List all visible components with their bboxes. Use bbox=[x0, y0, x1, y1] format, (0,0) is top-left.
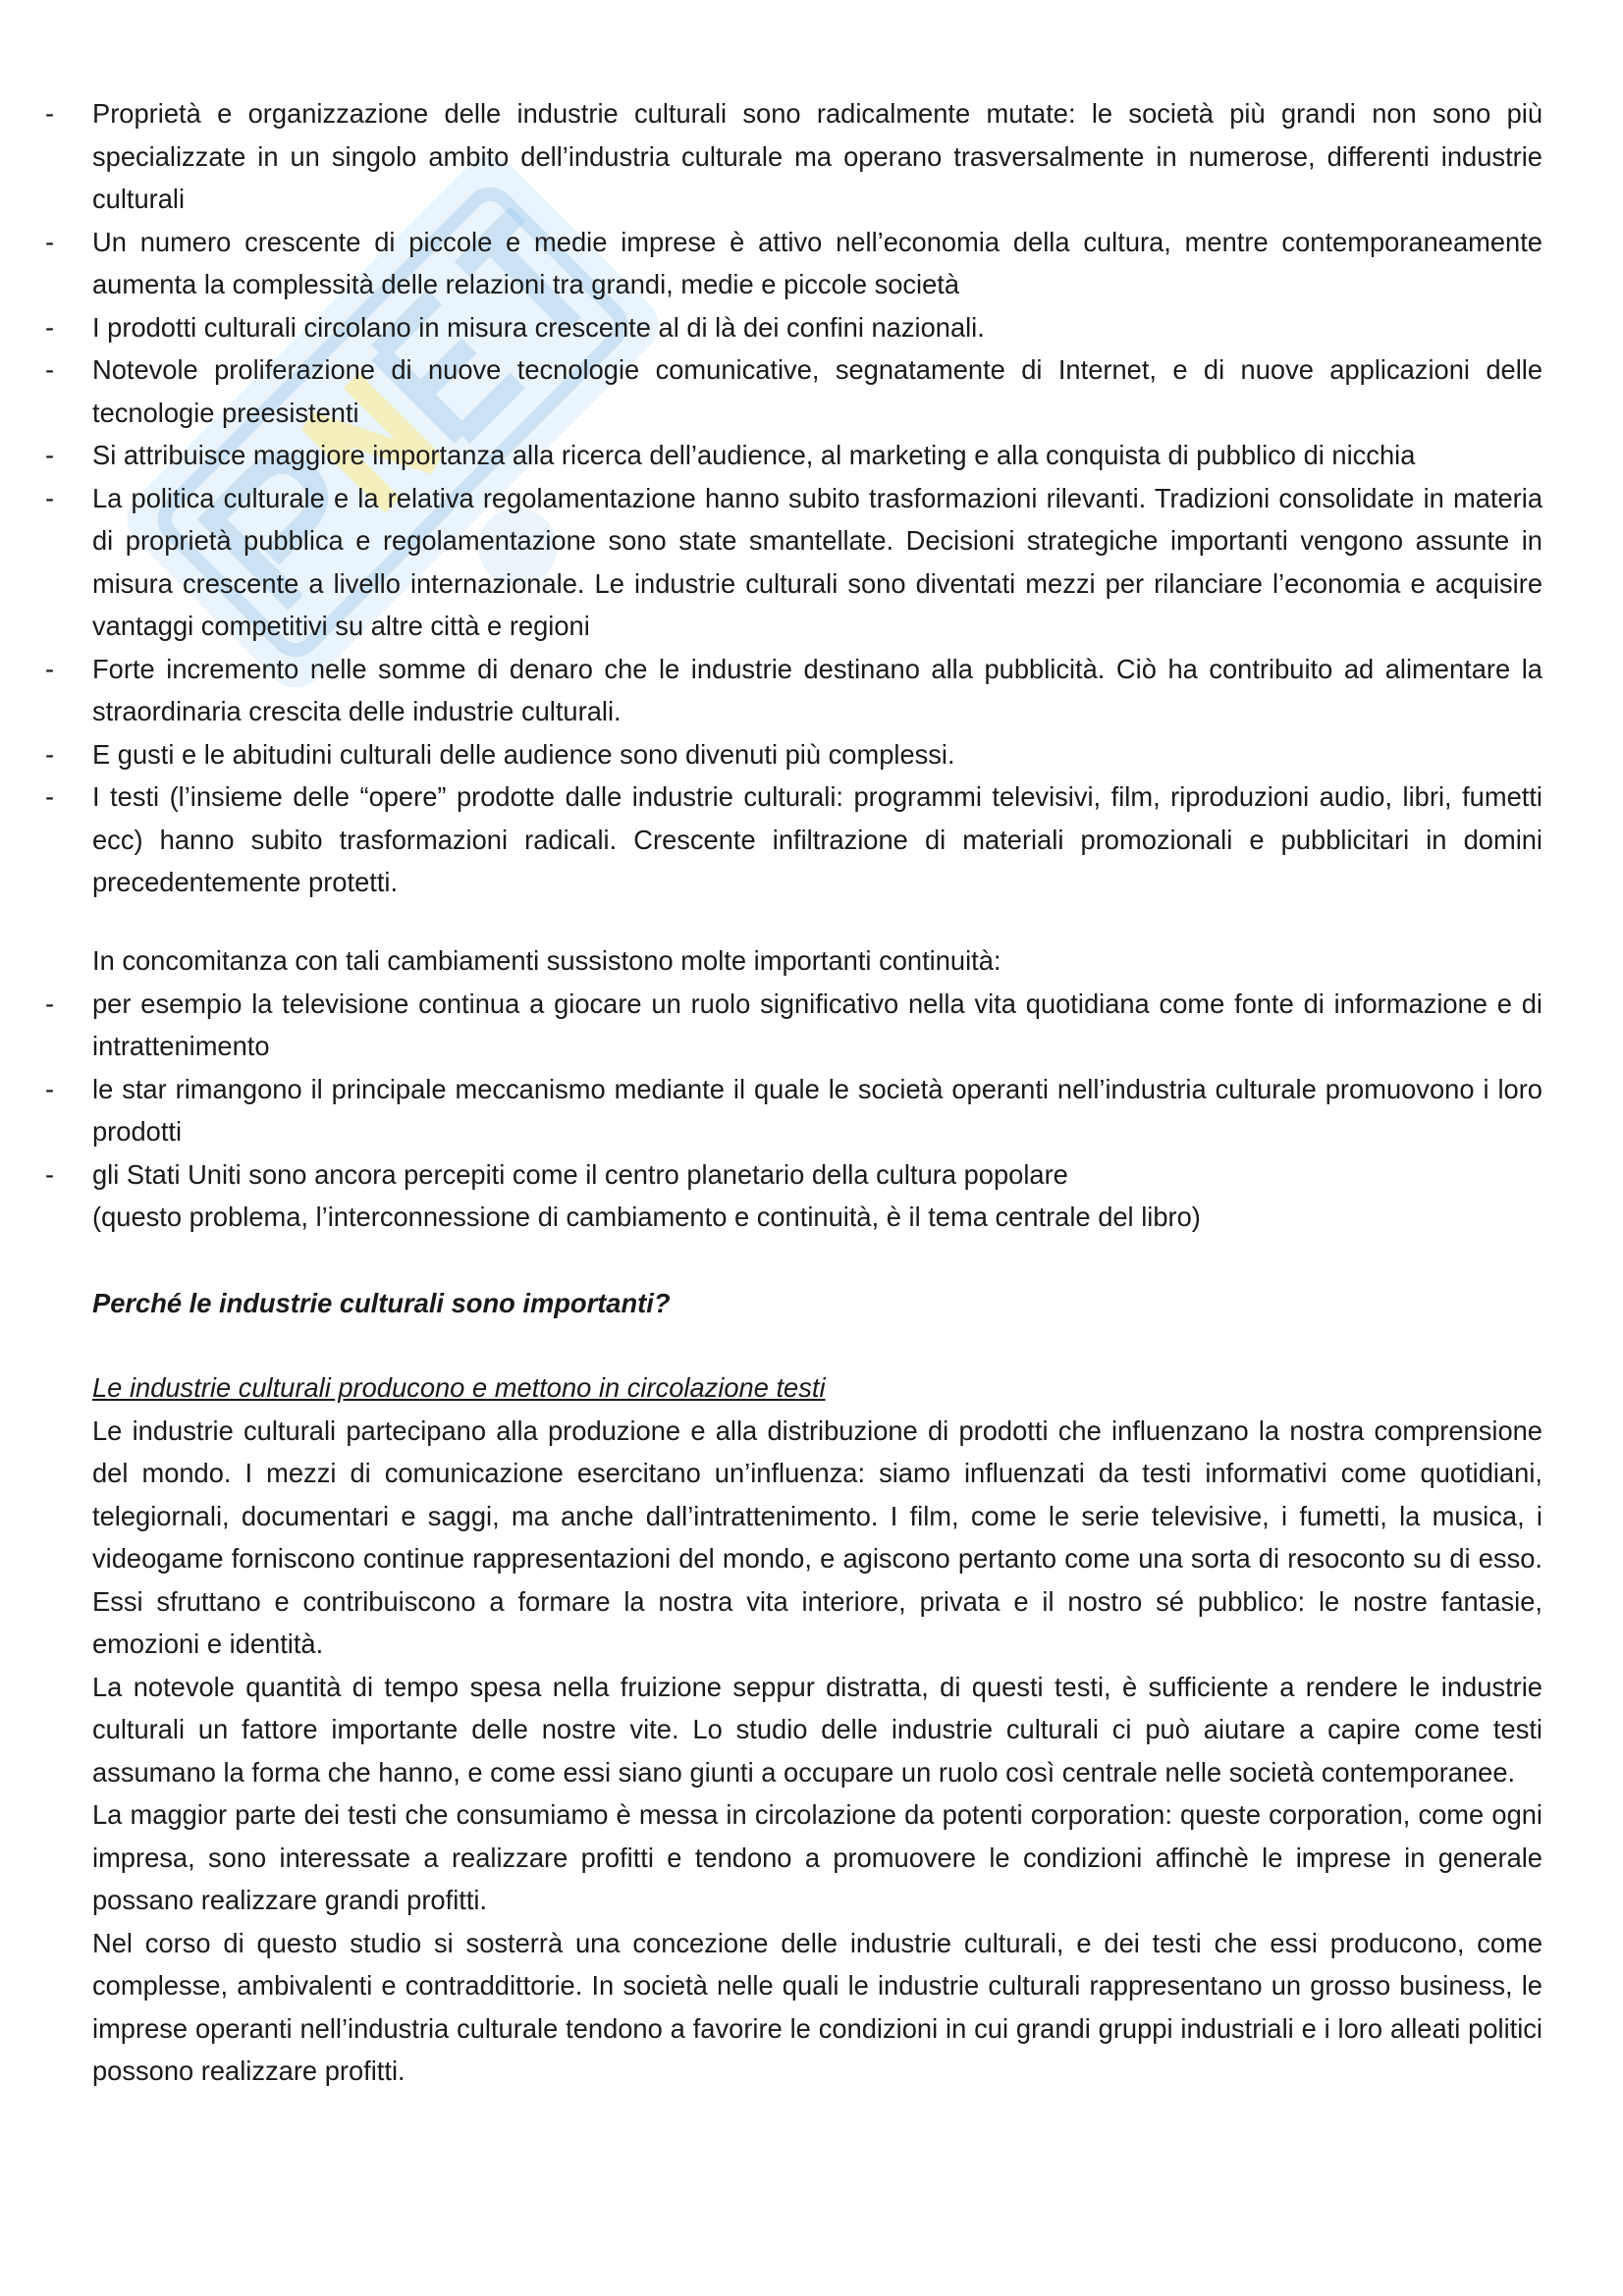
continuity-note: (questo problema, l’interconnessione di cambiamento e continuità, è il tema centrale del libro) bbox=[92, 1201, 1201, 1232]
list-item: - E gusti e le abitudini culturali delle audience sono divenuti più complessi. bbox=[92, 733, 1542, 776]
section-heading: Perché le industrie culturali sono importanti? bbox=[92, 1288, 671, 1318]
list-dash: - bbox=[45, 440, 55, 470]
list-item: - per esempio la televisione continua a giocare un ruolo significativo nella vita quotidiana come fonte di informazione e di intrattenimento bbox=[92, 983, 1542, 1068]
list-dash: - bbox=[45, 354, 55, 385]
continuity-intro: In concomitanza con tali cambiamenti sussistono molte importanti continuità: bbox=[92, 945, 1001, 976]
list-item: - Un numero crescente di piccole e medie imprese è attivo nell’economia della cultura, mentre contemporaneamente aumenta la complessità delle relazioni tra grandi, medie e piccole società bbox=[92, 221, 1542, 306]
changes-list bbox=[45, 92, 1542, 904]
changes-list-block bbox=[45, 92, 1542, 904]
list-item: - I testi (l’insieme delle “opere” prodotte dalle industrie culturali: programmi televisivi, film, riproduzioni audio, libri, fumetti ecc) hanno subito trasformazioni radicali. Crescente infiltrazione di materiali promozionali e pubblicitari in domini precedentemente protetti. bbox=[92, 775, 1542, 904]
list-dash: - bbox=[45, 1158, 55, 1190]
list-item: - Si attribuisce maggiore importanza alla ricerca dell’audience, al marketing e alla conquista di pubblico di nicchia bbox=[92, 434, 1542, 477]
list-item: - Notevole proliferazione di nuove tecnologie comunicative, segnatamente di Internet, e di nuove applicazioni delle tecnologie preesistenti bbox=[92, 348, 1542, 434]
list-dash: - bbox=[45, 653, 55, 684]
paragraph: La notevole quantità di tempo spesa nella fruizione seppur distratta, di questi testi, è sufficiente a rendere le industrie culturali un fattore importante delle nostre vite. Lo studio delle industrie culturali ci può aiutare a capire come testi assumano la forma che hanno, e come essi siano giunti a occupare un ruolo così centrale nelle società contemporanee. bbox=[92, 1671, 1542, 1788]
paragraph: La maggior parte dei testi che consumiamo è messa in circolazione da potenti corporation: queste corporation, come ogni impresa, sono interessate a realizzare profitti e tendono a promuovere le condizioni affinchè le imprese in generale possano realizzare grandi profitti. bbox=[92, 1799, 1542, 1915]
list-dash: - bbox=[45, 98, 55, 129]
list-item: - le star rimangono il principale meccanismo mediante il quale le società operanti nell’industria culturale promuovono i loro prodotti bbox=[92, 1068, 1542, 1153]
list-dash: - bbox=[45, 988, 55, 1019]
list-dash: - bbox=[45, 738, 55, 770]
continuity-block bbox=[45, 939, 1542, 1239]
list-item: - Proprietà e organizzazione delle industrie culturali sono radicalmente mutate: le società più grandi non sono più specializzate in un singolo ambito dell’industria culturale ma operano trasversalmente in numerose, differenti industrie culturali bbox=[92, 92, 1542, 221]
list-item: - La politica culturale e la relativa regolamentazione hanno subito trasformazioni rilevanti. Tradizioni consolidate in materia di proprietà pubblica e regolamentazione sono state smantellate. Decisioni strategiche importanti vengono assunte in misura crescente a livello internazionale. Le industrie culturali sono diventati mezzi per rilanciare l’economia e acquisire vantaggi competitivi su altre città e regioni bbox=[92, 477, 1542, 648]
list-dash: - bbox=[45, 226, 55, 257]
list-dash: - bbox=[45, 311, 55, 343]
paragraph: Nel corso di questo studio si sosterrà una concezione delle industrie culturali, e dei testi che essi producono, come complesse, ambivalenti e contraddittorie. In società nelle quali le industrie culturali rappresentano un grosso business, le imprese operanti nell’industria culturale tendono a favorire le condizioni in cui grandi gruppi industriali e i loro alleati politici possono realizzare profitti. bbox=[92, 1927, 1542, 2086]
list-dash: - bbox=[45, 482, 55, 513]
subsection-heading: Le industrie culturali producono e mettono in circolazione testi bbox=[92, 1372, 826, 1403]
continuity-list bbox=[45, 983, 1542, 1197]
list-item: - Forte incremento nelle somme di denaro che le industrie destinano alla pubblicità. Ciò ha contribuito ad alimentare la straordinaria crescita delle industrie culturali. bbox=[92, 648, 1542, 733]
list-dash: - bbox=[45, 781, 55, 812]
list-dash: - bbox=[45, 1073, 55, 1104]
list-item: - gli Stati Uniti sono ancora percepiti come il centro planetario della cultura popolare bbox=[92, 1153, 1542, 1197]
list-item: - I prodotti culturali circolano in misura crescente al di là dei confini nazionali. bbox=[92, 306, 1542, 349]
paragraph: Le industrie culturali partecipano alla produzione e alla distribuzione di prodotti che influenzano la nostra comprensione del mondo. I mezzi di comunicazione esercitano un’influenza: siamo influenzati da testi informativi come quotidiani, telegiornali, documentari e saggi, ma anche dall’intrattenimento. I film, come le serie televisive, i fumetti, la musica, i videogame forniscono continue rappresentazioni del mondo, e agiscono pertanto come una sorta di resoconto su di esso. Essi sfruttano e contribuiscono a formare la nostra vita interiore, privata e il nostro sé pubblico: le nostre fantasie, emozioni e identità. bbox=[92, 1415, 1542, 1659]
section-body-block bbox=[92, 1366, 1542, 2093]
section-heading-block bbox=[92, 1282, 1542, 1325]
